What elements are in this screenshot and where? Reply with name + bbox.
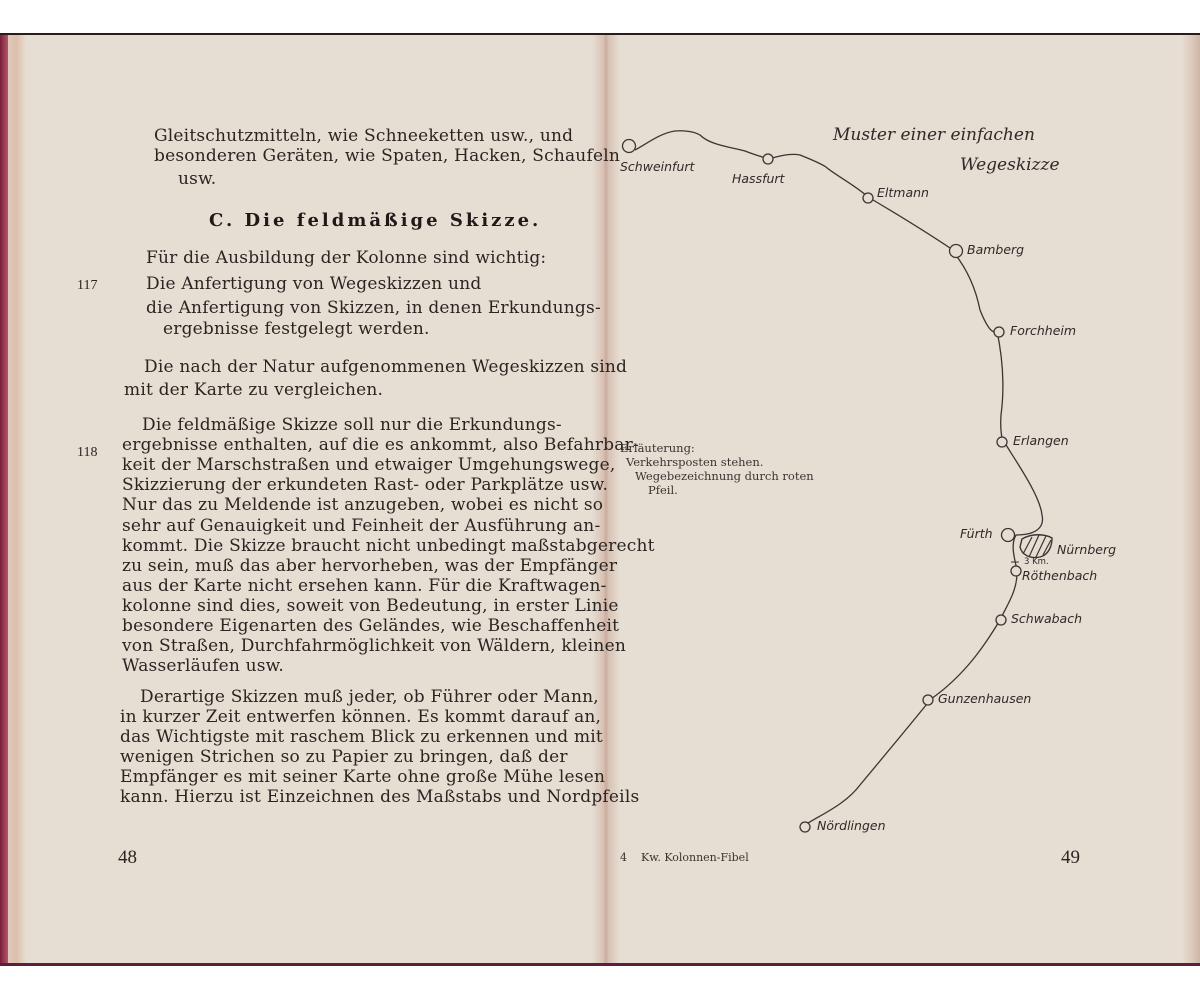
place-label-schweinfurt: Schweinfurt: [620, 159, 695, 174]
text-line: usw.: [178, 169, 217, 189]
marker-schwabach: [996, 615, 1006, 625]
text-line: die Anfertigung von Skizzen, in denen Erkundungs-: [146, 298, 601, 318]
text-line: kann. Hierzu ist Einzeichnen des Maßstabs und Nordpfeils: [120, 787, 640, 807]
text-line: keit der Marschstraßen und etwaiger Umgehungswege,: [122, 455, 616, 475]
text-line: Derartige Skizzen muß jeder, ob Führer oder Mann,: [140, 687, 599, 707]
text-line: Wasserläufen usw.: [122, 656, 285, 676]
place-label-bamberg: Bamberg: [967, 242, 1025, 257]
footer-book-title: Kw. Kolonnen-Fibel: [641, 851, 749, 864]
place-label-eltmann: Eltmann: [877, 185, 929, 200]
place-label-roethenbach: Röthenbach: [1022, 568, 1098, 583]
text-line: Skizzierung der erkundeten Rast- oder Parkplätze usw.: [122, 475, 609, 495]
distance-label: 3 Km.: [1024, 557, 1049, 567]
text-line: besonderen Geräten, wie Spaten, Hacken, Schaufeln: [154, 146, 620, 166]
right-page: [620, 35, 1182, 963]
marker-noerdlingen: [800, 822, 810, 832]
text-line: Die nach der Natur aufgenommenen Wegeskizzen sind: [144, 357, 628, 377]
signature-mark: 4: [620, 851, 627, 864]
text-line: Gleitschutzmitteln, wie Schneeketten usw., und: [154, 126, 574, 146]
text-line: von Straßen, Durchfahrmöglichkeit von Wäldern, kleinen: [122, 636, 626, 656]
page-number-right: 49: [1061, 847, 1080, 868]
section-heading: C. Die feldmäßige Skizze.: [209, 210, 542, 231]
legend-title: Erläuterung:: [620, 441, 695, 455]
legend-line: Pfeil.: [648, 483, 678, 497]
legend-line: Verkehrsposten stehen.: [626, 455, 764, 469]
place-label-forchheim: Forchheim: [1010, 323, 1077, 338]
place-label-hassfurt: Hassfurt: [732, 171, 785, 186]
legend-line: Wegebezeichnung durch roten: [635, 469, 814, 483]
text-line: kommt. Die Skizze braucht nicht unbedingt maßstabgerecht: [122, 536, 655, 556]
text-line: Für die Ausbildung der Kolonne sind wichtig:: [146, 248, 547, 268]
page-edges-right: [1182, 35, 1200, 963]
place-label-fuerth: Fürth: [960, 526, 993, 541]
text-line: in kurzer Zeit entwerfen können. Es kommt darauf an,: [120, 707, 602, 727]
marker-schweinfurt: [623, 140, 636, 153]
nuernberg-city-area: [1020, 535, 1052, 558]
place-label-nuernberg: Nürnberg: [1057, 542, 1117, 557]
text-line: Die Anfertigung von Wegeskizzen und: [146, 274, 482, 294]
text-line: Empfänger es mit seiner Karte ohne große Mühe lesen: [120, 767, 606, 787]
book-cover-edge-left: [0, 35, 8, 963]
text-line: kolonne sind dies, soweit von Bedeutung, in erster Linie: [122, 596, 619, 616]
text-line: ergebnisse enthalten, auf die es ankommt, also Befahrbar-: [122, 435, 639, 455]
margin-number-117: 117: [77, 278, 98, 293]
map-title-line-2: Wegeskizze: [960, 155, 1060, 175]
text-line: das Wichtigste mit raschem Blick zu erkennen und mit: [120, 727, 603, 747]
map-title-line-1: Muster einer einfachen: [833, 125, 1035, 145]
text-line: wenigen Strichen so zu Papier zu bringen, daß der: [120, 747, 568, 767]
text-line: zu sein, muß das aber hervorheben, was der Empfänger: [122, 556, 618, 576]
marker-gunzenhausen: [923, 695, 933, 705]
page-number-left: 48: [118, 847, 137, 868]
marker-hassfurt: [763, 154, 773, 164]
place-label-schwabach: Schwabach: [1011, 611, 1083, 626]
place-label-gunzenhausen: Gunzenhausen: [938, 691, 1032, 706]
place-label-noerdlingen: Nördlingen: [817, 818, 886, 833]
text-line: besondere Eigenarten des Geländes, wie Beschaffenheit: [122, 616, 620, 636]
text-line: sehr auf Genauigkeit und Feinheit der Ausführung an-: [122, 516, 601, 536]
margin-number-118: 118: [77, 445, 98, 460]
marker-fuerth: [1002, 529, 1015, 542]
marker-erlangen: [997, 437, 1007, 447]
text-line: Nur das zu Meldende ist anzugeben, wobei es nicht so: [122, 495, 604, 515]
left-page: [26, 35, 655, 963]
text-line: ergebnisse festgelegt werden.: [163, 319, 430, 339]
page-edges-left: [8, 35, 26, 963]
text-line: mit der Karte zu vergleichen.: [124, 380, 384, 400]
text-line: Die feldmäßige Skizze soll nur die Erkundungs-: [142, 415, 562, 435]
marker-forchheim: [994, 327, 1004, 337]
open-book: [0, 33, 1200, 966]
text-line: aus der Karte nicht ersehen kann. Für die Kraftwagen-: [122, 576, 607, 596]
place-label-erlangen: Erlangen: [1013, 433, 1069, 448]
route-sketch-map: [620, 35, 1182, 965]
map-legend: [620, 441, 814, 497]
marker-bamberg: [950, 245, 963, 258]
marker-eltmann: [863, 193, 873, 203]
marker-roethenbach: [1011, 566, 1021, 576]
